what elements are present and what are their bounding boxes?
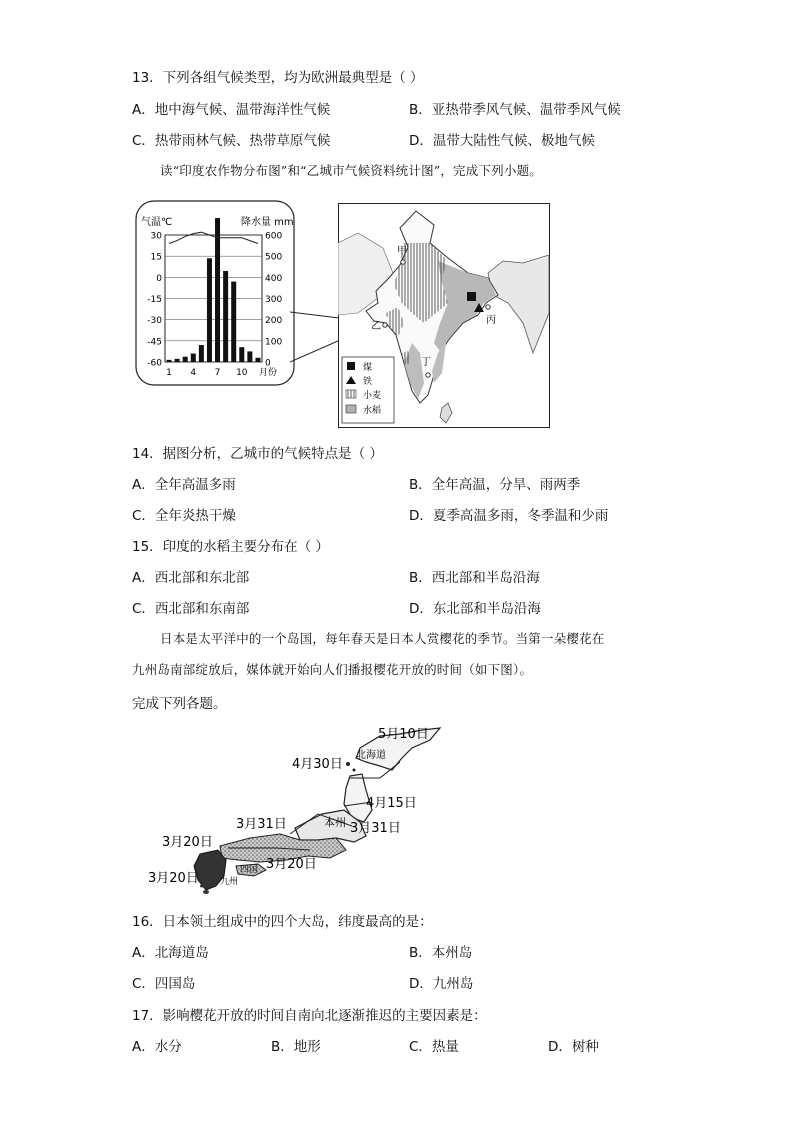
right-tick-label: 300 (265, 295, 283, 305)
precipitation-bar (215, 218, 220, 362)
right-tick-label: 500 (265, 252, 283, 263)
legend-wheat-label: 小麦 (363, 391, 382, 401)
right-axis-label: 降水量 mm (241, 217, 294, 228)
q15-option-d: D．东北部和半岛沿海 (409, 601, 541, 617)
legend-wheat-swatch (346, 390, 356, 398)
q14-option-b: B．全年高温，分旱、雨两季 (409, 477, 581, 493)
left-tick-label: 0 (156, 273, 162, 284)
intro-india: 读“印度农作物分布图”和“乙城市气候资料统计图”，完成下列小题。 (160, 163, 542, 178)
date-4-30: 4月30日 (292, 757, 343, 772)
right-tick-label: 100 (265, 337, 283, 348)
date-3-20-honshu: 3月20日 (266, 857, 317, 872)
left-tick-label: -30 (147, 316, 162, 327)
legend-rice-swatch (346, 405, 356, 413)
city-ding (426, 373, 430, 377)
region-hokkaido: 北海道 (356, 750, 386, 761)
left-tick-label: -60 (147, 358, 162, 369)
q17-option-c: C．热量 (409, 1039, 459, 1055)
precipitation-bar (183, 357, 188, 362)
right-tick-label: 400 (265, 273, 283, 284)
q13-option-c: C．热带雨林气候、热带草原气候 (132, 133, 331, 149)
india-crop-map (338, 203, 550, 428)
precipitation-bar (175, 359, 180, 362)
label-yi: 乙 (371, 321, 381, 332)
precipitation-bar (223, 271, 228, 362)
q14-option-c: C．全年炎热干燥 (132, 508, 236, 524)
intro-japan-line1: 日本是太平洋中的一个岛国，每年春天是日本人赏樱花的季节。当第一朵樱花在 (160, 631, 605, 646)
q14-stem: 14．据图分析，乙城市的气候特点是（ ） (132, 446, 383, 462)
island-hokkaido-west (346, 762, 350, 766)
left-axis-label: 气温℃ (141, 217, 173, 228)
city-yi (383, 323, 387, 327)
date-3-20-kyushu-south: 3月20日 (148, 871, 199, 886)
date-5-10: 5月10日 (378, 727, 429, 742)
x-tick-label: 4 (190, 368, 197, 378)
precipitation-bar (207, 258, 212, 362)
japan-cherry-blossom-map (140, 718, 450, 896)
x-tick-label: 10 (236, 368, 248, 378)
label-ding: 丁 (421, 357, 431, 368)
climate-chart-frame (136, 201, 294, 385)
q16-stem: 16．日本领土组成中的四个大岛，纬度最高的是： (132, 914, 433, 930)
precipitation-bar (167, 360, 172, 362)
q16-option-b: B．本州岛 (409, 945, 473, 961)
q16-option-a: A．北海道岛 (132, 945, 209, 961)
precipitation-bar (247, 351, 252, 362)
left-tick-label: 15 (150, 252, 162, 263)
date-4-15: 4月15日 (366, 796, 417, 811)
legend-coal-swatch (347, 362, 355, 370)
climate-chart (135, 200, 295, 386)
intro-japan-line3: 完成下列各题。 (132, 696, 227, 712)
coal-symbol (467, 292, 476, 301)
precipitation-bar (255, 358, 260, 362)
island-small-2 (200, 885, 204, 888)
q17-option-b: B．地形 (271, 1039, 321, 1055)
q13-option-d: D．温带大陆性气候、极地气候 (409, 133, 595, 149)
legend-coal-label: 煤 (363, 363, 373, 373)
label-jia: 甲 (397, 246, 407, 257)
q13-option-a: A．地中海气候、温带海洋性气候 (132, 102, 331, 118)
precipitation-bar (191, 354, 196, 362)
intro-japan-line2: 九州岛南部绽放后，媒体就开始向人们播报樱花开放的时间（如下图）。 (132, 662, 533, 677)
region-honshu: 本州 (324, 816, 346, 829)
q15-option-a: A．西北部和东北部 (132, 570, 250, 586)
q14-option-a: A．全年高温多雨 (132, 477, 236, 493)
q16-option-c: C．四国岛 (132, 976, 196, 992)
date-3-20-kyushu-north: 3月20日 (162, 835, 213, 850)
legend-iron-label: 铁 (363, 377, 373, 387)
island-hokkaido-west-2 (353, 769, 356, 772)
x-unit-label: 月份 (259, 368, 278, 378)
city-jia (401, 260, 405, 264)
left-tick-label: -45 (147, 337, 162, 348)
region-shikoku: 四国 (240, 865, 259, 875)
q15-option-c: C．西北部和东南部 (132, 601, 250, 617)
q17-option-a: A．水分 (132, 1039, 182, 1055)
q14-option-d: D．夏季高温多雨，冬季温和少雨 (409, 508, 609, 524)
right-tick-label: 0 (265, 358, 271, 369)
left-tick-label: 30 (150, 231, 162, 242)
x-tick-label: 7 (214, 368, 221, 378)
x-tick-label: 1 (166, 368, 172, 378)
q13-option-b: B．亚热带季风气候、温带季风气候 (409, 102, 621, 118)
region-kyushu: 九州 (220, 877, 239, 887)
q16-option-d: D．九州岛 (409, 976, 474, 992)
precipitation-bar (231, 282, 236, 362)
date-3-31-west: 3月31日 (236, 817, 287, 832)
date-3-31-east: 3月31日 (350, 821, 401, 836)
q15-stem: 15．印度的水稻主要分布在（ ） (132, 539, 329, 555)
left-tick-label: -15 (147, 295, 162, 305)
precipitation-bar (239, 347, 244, 362)
right-tick-label: 200 (265, 316, 283, 327)
precipitation-bar (199, 345, 204, 362)
island-small-1 (203, 890, 209, 894)
legend-rice-label: 水稻 (363, 406, 382, 416)
city-bing (486, 305, 490, 309)
q13-stem: 13．下列各组气候类型，均为欧洲最典型是（ ） (132, 70, 424, 86)
right-tick-label: 600 (265, 231, 283, 242)
label-bing: 丙 (486, 315, 496, 326)
q17-option-d: D．树种 (548, 1039, 599, 1055)
q17-stem: 17．影响樱花开放的时间自南向北逐渐推迟的主要因素是： (132, 1008, 487, 1024)
q15-option-b: B．西北部和半岛沿海 (409, 570, 540, 586)
